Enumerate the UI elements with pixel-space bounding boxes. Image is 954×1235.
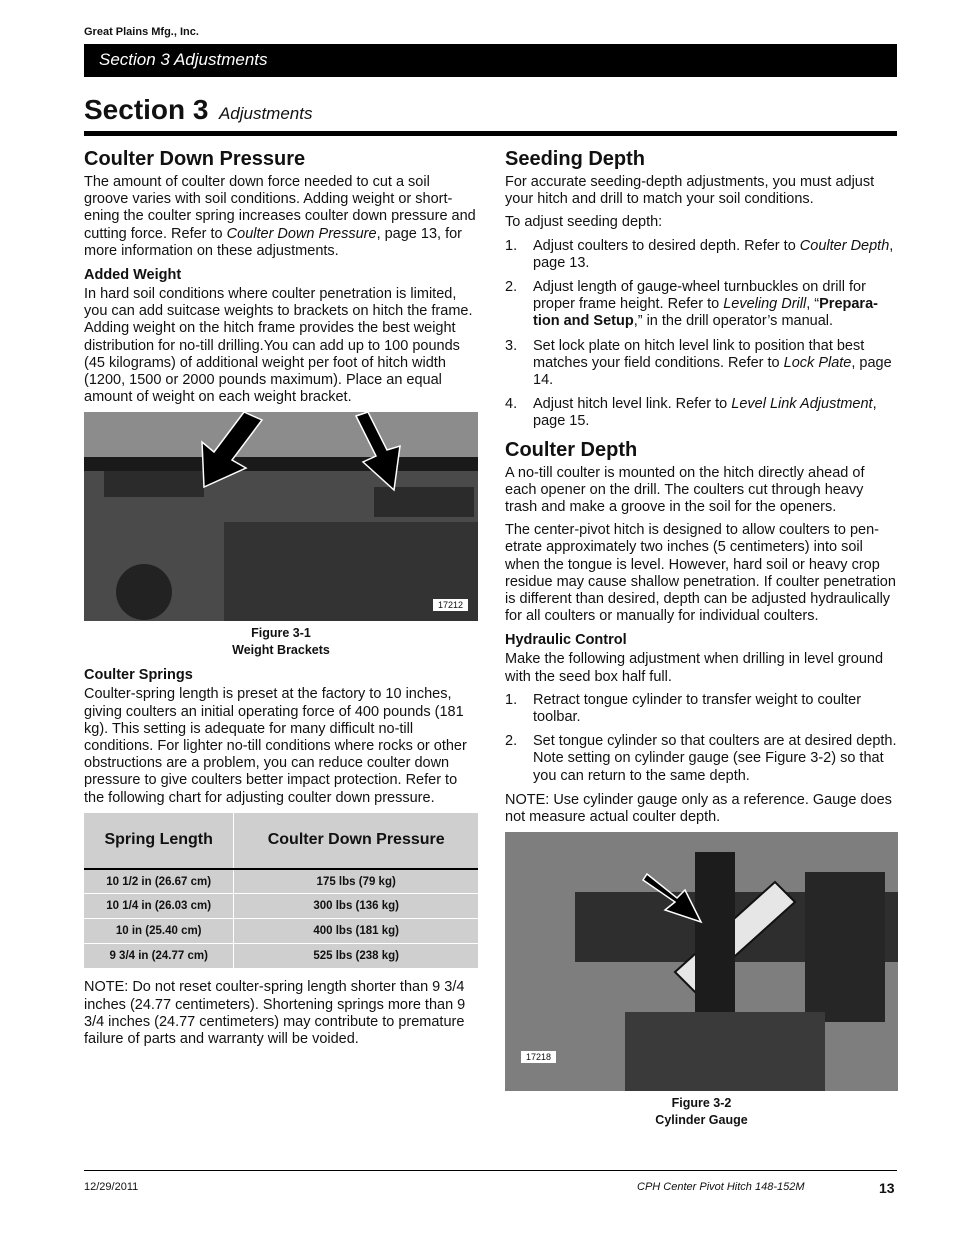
weight-brackets-illustration xyxy=(84,412,478,621)
table-row: 10 in (25.40 cm) 400 lbs (181 kg) xyxy=(84,919,478,944)
gauge-note: NOTE: Use cylinder gauge only as a reference. Gauge does not measure actual coulter depth. xyxy=(505,791,892,826)
right-column xyxy=(505,147,898,1136)
seeding-depth-steps xyxy=(505,238,898,431)
figure-caption: Figure 3-1 Weight Brackets xyxy=(232,626,330,658)
table-row: 10 1/2 in (26.67 cm) 175 lbs (79 kg) xyxy=(84,869,478,894)
section-number: Section 3 xyxy=(84,94,209,125)
page-title xyxy=(84,94,312,130)
seeding-depth-heading: Seeding Depth xyxy=(505,148,646,170)
footer-rule xyxy=(84,1170,897,1171)
table-row: 9 3/4 in (24.77 cm) 525 lbs (238 kg) xyxy=(84,944,478,969)
seeding-depth-lead: To adjust seeding depth: xyxy=(505,214,663,231)
hydraulic-control-steps xyxy=(505,692,898,785)
coulter-springs-heading: Coulter Springs xyxy=(84,667,193,684)
footer-doc-title: CPH Center Pivot Hitch 148-152M xyxy=(637,1181,805,1193)
cylinder-gauge-illustration xyxy=(505,832,898,1091)
coulter-depth-p2: The center-pivot hitch is designed to allow coulters to penetrate approximately two inches (5 centimeters) into soil when the tongue is level. However, hard soil or heavy crop residue may cause shallow penetration. If coulter penetration is different than desired, depth can be adjusted hydraulically for all coulters or manually for individual coulters. xyxy=(505,522,896,625)
photo-number: 17212 xyxy=(433,599,468,611)
cross-reference: Coulter Down Pressure xyxy=(226,225,377,242)
list-item: 2. Set tongue cylinder so that coulters are at desired depth. Note setting on cylinder gauge (see Figure 3-2) so that you can return to the same depth. xyxy=(505,733,897,784)
list-item: 1. Adjust coulters to desired depth. Refer to Coulter Depth, page 13. xyxy=(505,237,894,271)
weight-brackets-photo xyxy=(84,412,478,621)
coulter-depth-p1: A no-till coulter is mounted on the hitch directly ahead of each opener on the drill. The coulters cut through heavy trash and make a groove in the soil for the openers. xyxy=(505,464,865,516)
table-header: Spring Length xyxy=(84,813,234,869)
photo-number: 17218 xyxy=(521,1051,556,1063)
section-name: Adjustments xyxy=(218,104,313,123)
cylinder-gauge-photo xyxy=(505,832,898,1091)
added-weight-heading: Added Weight xyxy=(84,267,182,284)
list-item: 2. Adjust length of gauge-wheel turnbuckles on drill for proper frame height. Refer to Leveling Drill, “Preparation and Setup,” in the drill operator’s manual. xyxy=(505,279,878,330)
spring-pressure-table xyxy=(84,813,478,970)
figure-caption: Figure 3-2 Cylinder Gauge xyxy=(655,1096,748,1128)
title-rule xyxy=(84,131,897,136)
coulter-springs-body: Coulter-spring length is preset at the factory to 10 inches, giving coulters an initial operating force of 400 pounds (181 kg). This setting is adequate for many difficult no-till conditions. For lighter no-till conditions where rocks or other obstructions are a problem, you can reduce coulter down pressure to give coulters better impact protection. Refer to the following chart for adjusting coulter down pressure. xyxy=(84,686,467,806)
seeding-depth-intro: For accurate seeding-depth adjustments, you must adjust your hitch and drill to match your soil conditions. xyxy=(505,174,875,208)
list-item: 1. Retract tongue cylinder to transfer weight to coulter toolbar. xyxy=(505,691,862,726)
hydraulic-control-intro: Make the following adjustment when drilling in level ground with the seed box half full. xyxy=(505,651,884,685)
footer-date: 12/29/2011 xyxy=(84,1181,139,1193)
table-row: 10 1/4 in (26.03 cm) 300 lbs (136 kg) xyxy=(84,894,478,919)
section-header-bar: Section 3 Adjustments xyxy=(84,44,897,77)
page-number: 13 xyxy=(879,1180,895,1196)
company-name: Great Plains Mfg., Inc. xyxy=(84,26,199,38)
coulter-down-pressure-intro: The amount of coulter down force needed to cut a soil groove varies with soil conditions. Adding weight or shortening the coulter spring increases coulter down pressure and cutting force. Refer to Coulter Down Pressure, page 13, for more information on these adjustments. xyxy=(84,174,476,259)
table-header: Coulter Down Pressure xyxy=(234,813,478,869)
hydraulic-control-heading: Hydraulic Control xyxy=(505,632,627,649)
list-item: 3. Set lock plate on hitch level link to position that best matches your field conditions. Refer to Lock Plate, page 14. xyxy=(505,337,892,389)
added-weight-body: In hard soil conditions where coulter penetration is limited, you can add suitcase weights to brackets on hitch the frame. Adding weight on the hitch frame provides the best weight distribution for no-till drilling.You can add up to 100 pounds (45 kilograms) of additional weight per foot of hitch width (1200, 1500 or 2000 pounds maximum). Place an equal amount of weight on each weight bracket. xyxy=(84,286,473,406)
left-column xyxy=(84,147,478,1054)
spring-note: NOTE: Do not reset coulter-spring length shorter than 9 3/4 inches (24.77 centimeters). Shortening springs more than 9 3/4 inches (24.77 centimeters) may contribute to premature failure of parts and warranty will be voided. xyxy=(84,979,466,1047)
coulter-depth-heading: Coulter Depth xyxy=(505,438,638,461)
coulter-down-pressure-heading: Coulter Down Pressure xyxy=(84,148,306,170)
list-item: 4. Adjust hitch level link. Refer to Level Link Adjustment, page 15. xyxy=(505,396,877,430)
